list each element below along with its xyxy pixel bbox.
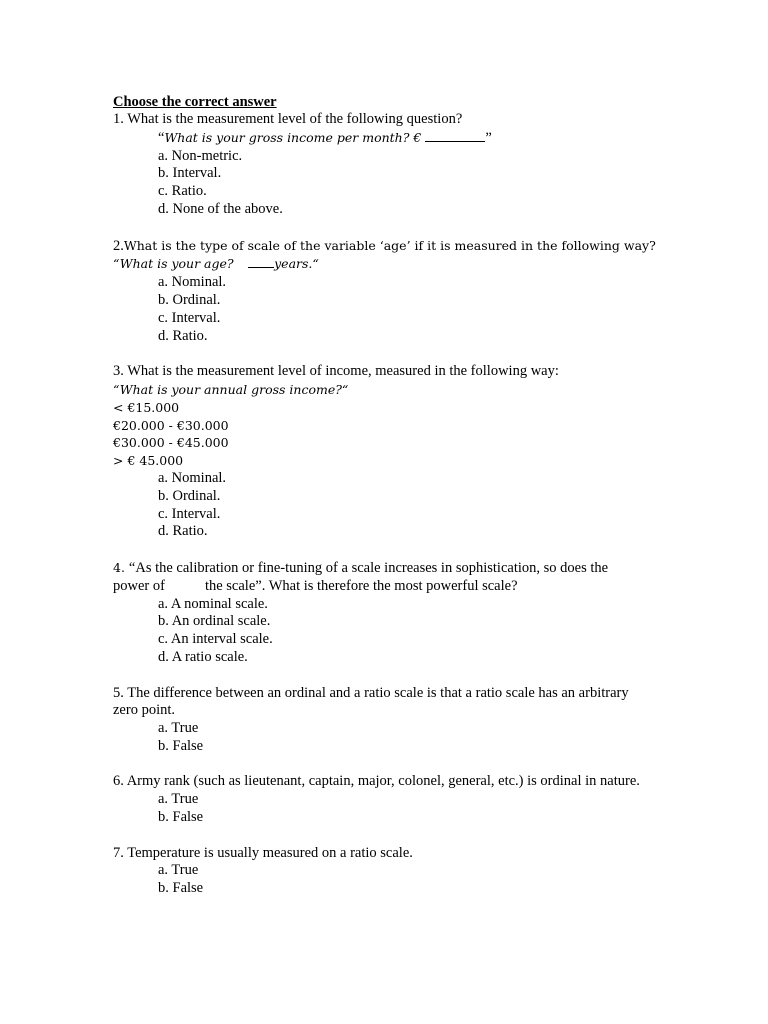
page-title: Choose the correct answer (113, 94, 277, 110)
question-2-option-a: a. Nominal. (158, 274, 227, 291)
question-2-prompt (113, 237, 656, 256)
question-4-number: 4. (113, 559, 129, 575)
income-range-2: €20.000 - €30.000 (113, 417, 229, 433)
question-5-option-b: b. False (158, 737, 204, 754)
question-4-prompt-line-2 (113, 578, 653, 596)
question-6 (113, 773, 653, 826)
question-7-prompt: 7. Temperature is usually measured on a ratio scale. (113, 844, 413, 861)
question-3-option-b: b. Ordinal. (158, 487, 221, 504)
question-2-quote (113, 255, 653, 274)
question-2-option-d: d. Ratio. (158, 327, 208, 344)
question-1-option-c: c. Ratio. (158, 183, 207, 200)
question-2-quote-a: “What is your age? (113, 256, 234, 272)
answer-blank (425, 141, 485, 142)
question-6-option-a: a. True (158, 791, 199, 808)
question-7 (113, 845, 653, 898)
question-2-option-b: b. Ordinal. (158, 291, 221, 308)
question-4-option-a: a. A nominal scale. (158, 595, 268, 612)
question-2-text: What is the type of scale of the variable ‘age’ if it is measured in the following way? (123, 237, 656, 253)
question-3-quote: “What is your annual gross income?“ (113, 381, 349, 397)
question-5 (113, 685, 653, 756)
answer-blank (248, 267, 274, 268)
income-range-3: €30.000 - €45.000 (113, 435, 229, 451)
quote-close: ” (485, 129, 492, 146)
question-3-option-d: d. Ratio. (158, 523, 208, 540)
question-7-option-a: a. True (158, 862, 199, 879)
question-4-option-d: d. A ratio scale. (158, 648, 248, 665)
question-1-prompt: 1. What is the measurement level of the following question? (113, 111, 463, 127)
income-range-1: < €15.000 (113, 399, 180, 415)
question-4 (113, 559, 653, 667)
question-2-option-c: c. Interval. (158, 309, 221, 326)
question-4-option-c: c. An interval scale. (158, 631, 273, 648)
question-3-option-c: c. Interval. (158, 505, 221, 522)
question-4-option-b: b. An ordinal scale. (158, 613, 271, 630)
question-4-text-b2: the scale”. What is therefore the most powerful scale? (204, 577, 518, 594)
question-4-prompt-line-1 (113, 559, 653, 578)
question-1-option-d: d. None of the above. (158, 200, 283, 217)
question-5-option-a: a. True (158, 720, 199, 737)
question-4-text-b1: power of (113, 577, 165, 594)
question-6-prompt: 6. Army rank (such as lieutenant, captain, major, colonel, general, etc.) is ordinal in nature. (113, 773, 640, 790)
quiz-document (113, 93, 656, 898)
question-6-option-b: b. False (158, 809, 204, 826)
question-1-option-b: b. Interval. (158, 165, 222, 182)
question-3-option-a: a. Nominal. (158, 469, 227, 486)
question-1-option-a: a. Non-metric. (158, 147, 243, 164)
question-1-quote (113, 129, 653, 148)
question-4-text: “As the calibration or fine-tuning of a scale increases in sophistication, so does the (128, 559, 609, 576)
question-2-quote-b: years.“ (274, 256, 319, 272)
question-2 (113, 237, 656, 346)
question-2-number: 2. (113, 237, 124, 254)
question-7-option-b: b. False (158, 880, 204, 897)
question-3-prompt: 3. What is the measurement level of income, measured in the following way: (113, 363, 559, 380)
question-1 (113, 111, 653, 219)
question-3 (113, 363, 653, 541)
income-range-4: > € 45.000 (113, 453, 184, 469)
quote-open: “ (158, 129, 165, 146)
question-5-prompt: 5. The difference between an ordinal and a ratio scale is that a ratio scale has an arbitrary zero point. (113, 684, 629, 719)
question-1-quote-text: What is your gross income per month? € (164, 129, 426, 145)
